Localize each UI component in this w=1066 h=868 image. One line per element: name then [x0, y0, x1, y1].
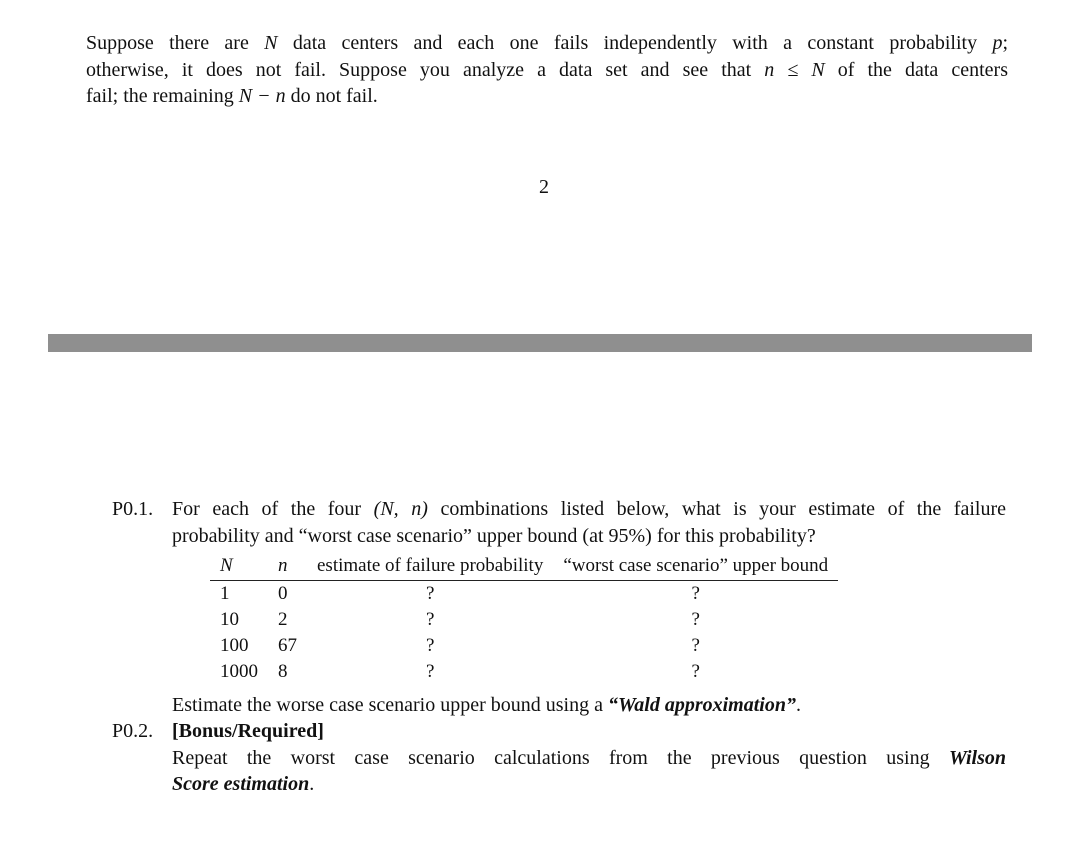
header-N: N: [210, 553, 268, 581]
intro-text: do not fail.: [285, 85, 378, 107]
cell-upper-bound: ?: [691, 635, 700, 656]
cell-n: 2: [278, 609, 288, 630]
table-row: [210, 581, 838, 608]
p02-line-2: [172, 771, 1006, 798]
cell-N: 100: [220, 635, 249, 656]
intro-text: Suppose there are: [86, 32, 265, 54]
page-divider: [48, 334, 1032, 352]
intro-line-3: [86, 83, 1008, 110]
p02-text: .: [309, 773, 315, 795]
cell-estimate: ?: [425, 635, 435, 656]
intro-text: otherwise, it does not fail. Suppose you analyze a data set and see that: [86, 58, 765, 81]
p01-question: [172, 496, 1006, 549]
p01-text: Estimate the worse case scenario upper bound using a: [172, 694, 608, 716]
math-N-n-pair: (N, n): [373, 498, 428, 520]
p02-question: [172, 718, 1006, 798]
results-table: [210, 553, 838, 685]
table-header-row: [210, 553, 838, 581]
p02-text: Repeat the worst case scenario calculations from the previous question using: [172, 746, 949, 769]
page-number: 2: [539, 176, 549, 198]
cell-N: 1000: [220, 661, 258, 682]
table-row: [210, 633, 838, 659]
cell-upper-bound: ?: [691, 583, 700, 604]
intro-line-1: [86, 30, 1008, 57]
intro-text: data centers and each one fails independently with a constant probability: [277, 32, 993, 54]
cell-estimate: ?: [425, 661, 435, 682]
wilson-emphasis: Wilson: [948, 746, 1006, 769]
cell-n: 8: [278, 661, 288, 682]
cell-upper-bound: ?: [691, 661, 700, 682]
p01-instruction: [172, 692, 1006, 719]
cell-estimate: ?: [425, 609, 435, 630]
intro-text: fail; the remaining: [86, 85, 239, 107]
cell-upper-bound: ?: [691, 609, 700, 630]
cell-n: 0: [278, 583, 288, 604]
p01-label: P0.1.: [112, 498, 154, 520]
cell-estimate: ?: [425, 583, 435, 604]
p01-text: combinations listed below, what is your estimate of the failure: [427, 498, 1006, 520]
header-n: n: [268, 553, 307, 581]
math-N: N: [264, 32, 278, 54]
p01-line-2: probability and “worst case scenario” upper bound (at 95%) for this probability?: [172, 524, 816, 547]
p02-title: [Bonus/Required]: [172, 720, 324, 742]
table-row: [210, 607, 838, 633]
cell-n: 67: [278, 635, 297, 656]
intro-text: of the data centers: [824, 58, 1009, 81]
math-p: p: [992, 32, 1003, 54]
intro-paragraph: [86, 30, 1008, 110]
cell-N: 1: [220, 583, 230, 604]
score-estimation-emphasis: Score estimation: [172, 773, 310, 795]
cell-N: 10: [220, 609, 239, 630]
p01-text: For each of the four: [172, 498, 374, 520]
math-n-le-N: n ≤ N: [764, 58, 825, 81]
p02-label: P0.2.: [112, 720, 154, 742]
header-estimate: estimate of failure probability: [307, 553, 553, 581]
table-row: [210, 659, 838, 685]
math-N-minus-n: N − n: [238, 85, 286, 107]
p01-instruction-line: [172, 692, 1006, 719]
p01-text: .: [795, 694, 801, 716]
wald-approximation-emphasis: “Wald approximation”: [607, 694, 796, 716]
p01-line-1: [172, 496, 1006, 523]
header-upper-bound: “worst case scenario” upper bound: [553, 553, 838, 581]
p02-line-1: [172, 745, 1006, 772]
intro-line-2: [86, 57, 1008, 84]
intro-text: ;: [1002, 32, 1008, 54]
